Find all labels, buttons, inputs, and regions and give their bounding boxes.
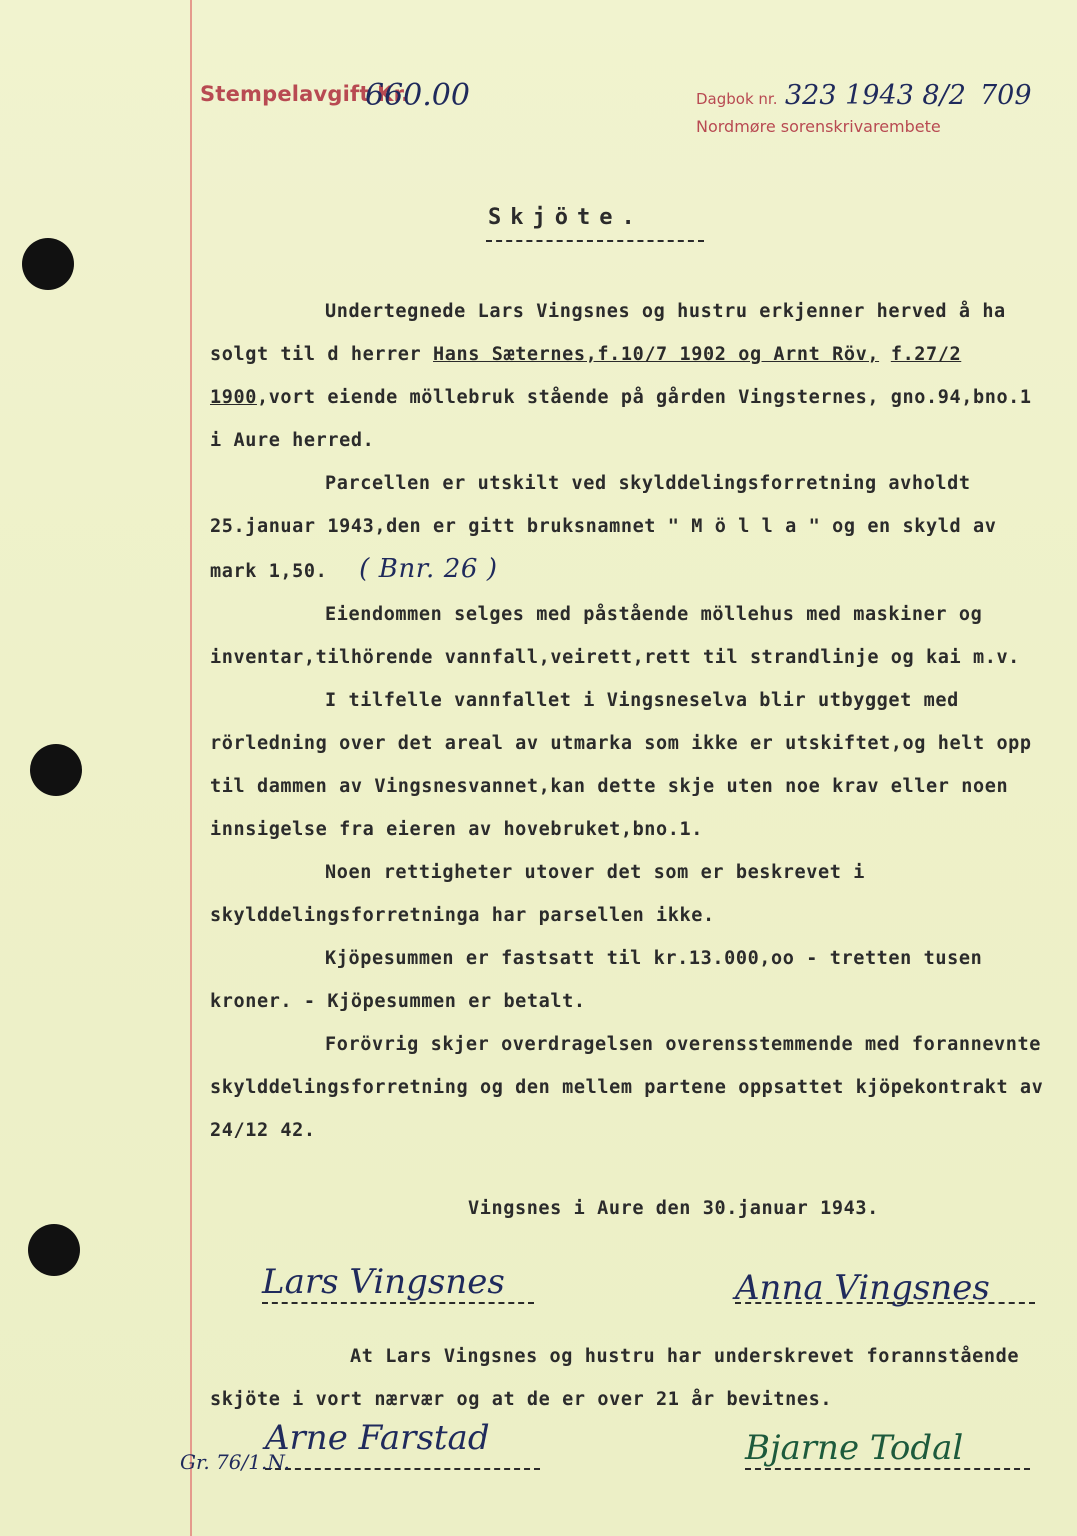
paragraph	[210, 851, 1045, 937]
paragraph	[210, 937, 1045, 1023]
handwritten-note: ( Bnr. 26 )	[359, 554, 498, 584]
title-underline	[486, 240, 704, 242]
seller2-signature: Anna Vingsnes	[735, 1268, 990, 1308]
signature-line	[735, 1302, 1035, 1304]
witness1-signature: Arne Farstad	[265, 1418, 490, 1458]
place-date: Vingsnes i Aure den 30.januar 1943.	[468, 1198, 879, 1219]
paragraph-text: I tilfelle vannfallet i Vingsneselva blir utbygget med rörledning over det areal av utmarka som ikke er utskiftet,og helt opp til dammen av Vingsnesvannet,kan dette skje uten noe krav eller noen innsigelse fra eieren av hovebruket,bno.1.	[210, 690, 1032, 840]
document-title: Skjöte.	[488, 205, 644, 230]
signature-line	[265, 1468, 540, 1470]
margin-reference-note: Gr. 76/1.N.	[180, 1450, 290, 1474]
paragraph	[210, 593, 1045, 679]
punch-hole-icon	[30, 744, 82, 796]
paragraph	[210, 1023, 1045, 1152]
page-number: 709	[980, 80, 1032, 111]
paragraph-text: At Lars Vingsnes og hustru har underskrevet forannstående skjöte i vort nærvær og at de er over 21 år bevitnes.	[210, 1346, 1020, 1410]
paragraph	[210, 290, 1045, 462]
stamp-duty-amount: 660.00	[365, 78, 470, 113]
document-body	[210, 290, 1045, 1152]
signature-line	[262, 1302, 534, 1304]
punch-hole-icon	[28, 1224, 80, 1276]
paragraph-text: Kjöpesummen er fastsatt til kr.13.000,oo - tretten tusen kroner. - Kjöpesummen er betalt.	[210, 948, 983, 1012]
dagbok-label: Dagbok nr.	[696, 90, 778, 108]
paragraph-text: Undertegnede Lars Vingsnes og hustru erkjenner herved å ha solgt til d herrer Hans Sæternes,f.10/7 1902 og Arnt Röv, f.27/2 1900,vort eiende möllebruk stående på gården Vingsternes, gno.94,bno.1 i Aure herred.	[210, 301, 1032, 451]
punch-hole-icon	[22, 238, 74, 290]
witness2-signature: Bjarne Todal	[745, 1428, 964, 1468]
paragraph-text: Eiendommen selges med påstående möllehus med maskiner og inventar,tilhörende vannfall,veirett,rett til strandlinje og kai m.v.	[210, 604, 1020, 668]
signature-line	[745, 1468, 1030, 1470]
paragraph	[210, 462, 1045, 593]
paragraph	[210, 679, 1045, 851]
stamp-duty-label: Stempelavgift Kr.	[200, 82, 410, 106]
margin-rule	[190, 0, 192, 1536]
dagbok-number: 323 1943 8/2	[785, 80, 966, 111]
seller1-signature: Lars Vingsnes	[262, 1262, 505, 1302]
witness-statement	[210, 1335, 1040, 1421]
office-stamp: Nordmøre sorenskrivarembete	[696, 117, 941, 136]
paragraph-text: Noen rettigheter utover det som er beskrevet i skylddelingsforretninga har parsellen ikke.	[210, 862, 865, 926]
paragraph-text: Forövrig skjer overdragelsen overensstemmende med forannevnte skylddelingsforretning og den mellem partene oppsattet kjöpekontrakt av 24/12 42.	[210, 1034, 1044, 1141]
paragraph-text: Parcellen er utskilt ved skylddelingsforretning avholdt 25.januar 1943,den er gitt bruksnamnet " M ö l l a " og en skyld av mark 1,50.	[210, 473, 997, 582]
underlined-text: f.27/2 1900	[210, 344, 962, 408]
underlined-text: Hans Sæternes,f.10/7 1902 og Arnt Röv,	[433, 344, 880, 365]
